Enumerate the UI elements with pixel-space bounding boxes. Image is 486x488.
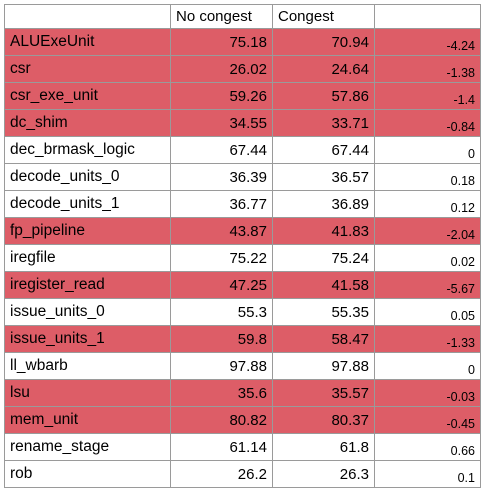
table-row	[5, 164, 481, 191]
row-congest-cell: 57.86	[273, 83, 375, 110]
header-row	[5, 5, 481, 29]
header-congest: Congest	[273, 5, 375, 29]
row-name-cell: decode_units_0	[5, 164, 171, 191]
row-name-cell: lsu	[5, 380, 171, 407]
table-row	[5, 191, 481, 218]
table-row	[5, 56, 481, 83]
row-name-cell: decode_units_1	[5, 191, 171, 218]
table-row	[5, 29, 481, 56]
table-row	[5, 299, 481, 326]
row-no-congest-cell: 43.87	[171, 218, 273, 245]
table-row	[5, 434, 481, 461]
row-no-congest-cell: 36.39	[171, 164, 273, 191]
row-congest-cell: 75.24	[273, 245, 375, 272]
row-congest-cell: 67.44	[273, 137, 375, 164]
row-name-cell: issue_units_1	[5, 326, 171, 353]
row-diff-cell: -4.24	[375, 29, 481, 56]
table-row	[5, 218, 481, 245]
row-name-cell: csr_exe_unit	[5, 83, 171, 110]
row-no-congest-cell: 35.6	[171, 380, 273, 407]
table-row	[5, 110, 481, 137]
header-diff-cell	[375, 5, 481, 29]
row-diff-cell: -0.84	[375, 110, 481, 137]
row-diff-cell: -1.4	[375, 83, 481, 110]
row-name-cell: rename_stage	[5, 434, 171, 461]
row-name-cell: iregfile	[5, 245, 171, 272]
row-diff-cell: -5.67	[375, 272, 481, 299]
row-diff-cell: 0.1	[375, 461, 481, 488]
row-no-congest-cell: 26.2	[171, 461, 273, 488]
row-name-cell: fp_pipeline	[5, 218, 171, 245]
row-name-cell: dc_shim	[5, 110, 171, 137]
row-congest-cell: 70.94	[273, 29, 375, 56]
row-name-cell: dec_brmask_logic	[5, 137, 171, 164]
row-no-congest-cell: 55.3	[171, 299, 273, 326]
row-congest-cell: 36.89	[273, 191, 375, 218]
row-no-congest-cell: 67.44	[171, 137, 273, 164]
row-no-congest-cell: 26.02	[171, 56, 273, 83]
row-no-congest-cell: 36.77	[171, 191, 273, 218]
row-congest-cell: 55.35	[273, 299, 375, 326]
row-name-cell: csr	[5, 56, 171, 83]
row-diff-cell: -0.45	[375, 407, 481, 434]
row-congest-cell: 24.64	[273, 56, 375, 83]
row-name-cell: mem_unit	[5, 407, 171, 434]
table-row	[5, 353, 481, 380]
table-row	[5, 461, 481, 488]
row-congest-cell: 61.8	[273, 434, 375, 461]
row-name-cell: ll_wbarb	[5, 353, 171, 380]
row-diff-cell: -1.38	[375, 56, 481, 83]
row-congest-cell: 33.71	[273, 110, 375, 137]
row-congest-cell: 80.37	[273, 407, 375, 434]
row-diff-cell: -0.03	[375, 380, 481, 407]
table-row	[5, 83, 481, 110]
table-row	[5, 137, 481, 164]
table-row	[5, 407, 481, 434]
row-congest-cell: 35.57	[273, 380, 375, 407]
row-no-congest-cell: 75.18	[171, 29, 273, 56]
row-congest-cell: 36.57	[273, 164, 375, 191]
row-no-congest-cell: 59.8	[171, 326, 273, 353]
header-name-cell	[5, 5, 171, 29]
row-congest-cell: 26.3	[273, 461, 375, 488]
row-diff-cell: 0.02	[375, 245, 481, 272]
table-row	[5, 272, 481, 299]
row-diff-cell: -1.33	[375, 326, 481, 353]
row-diff-cell: 0	[375, 353, 481, 380]
table-row	[5, 380, 481, 407]
row-diff-cell: 0.18	[375, 164, 481, 191]
row-diff-cell: -2.04	[375, 218, 481, 245]
table-row	[5, 245, 481, 272]
row-congest-cell: 41.58	[273, 272, 375, 299]
row-diff-cell: 0.66	[375, 434, 481, 461]
row-name-cell: iregister_read	[5, 272, 171, 299]
row-no-congest-cell: 61.14	[171, 434, 273, 461]
row-no-congest-cell: 34.55	[171, 110, 273, 137]
row-no-congest-cell: 80.82	[171, 407, 273, 434]
row-congest-cell: 41.83	[273, 218, 375, 245]
row-congest-cell: 58.47	[273, 326, 375, 353]
row-name-cell: ALUExeUnit	[5, 29, 171, 56]
row-diff-cell: 0.12	[375, 191, 481, 218]
row-name-cell: rob	[5, 461, 171, 488]
row-no-congest-cell: 59.26	[171, 83, 273, 110]
row-no-congest-cell: 97.88	[171, 353, 273, 380]
header-no-congest: No congest	[171, 5, 273, 29]
comparison-table	[4, 4, 481, 488]
row-no-congest-cell: 47.25	[171, 272, 273, 299]
row-no-congest-cell: 75.22	[171, 245, 273, 272]
row-diff-cell: 0	[375, 137, 481, 164]
row-name-cell: issue_units_0	[5, 299, 171, 326]
row-diff-cell: 0.05	[375, 299, 481, 326]
row-congest-cell: 97.88	[273, 353, 375, 380]
table-row	[5, 326, 481, 353]
